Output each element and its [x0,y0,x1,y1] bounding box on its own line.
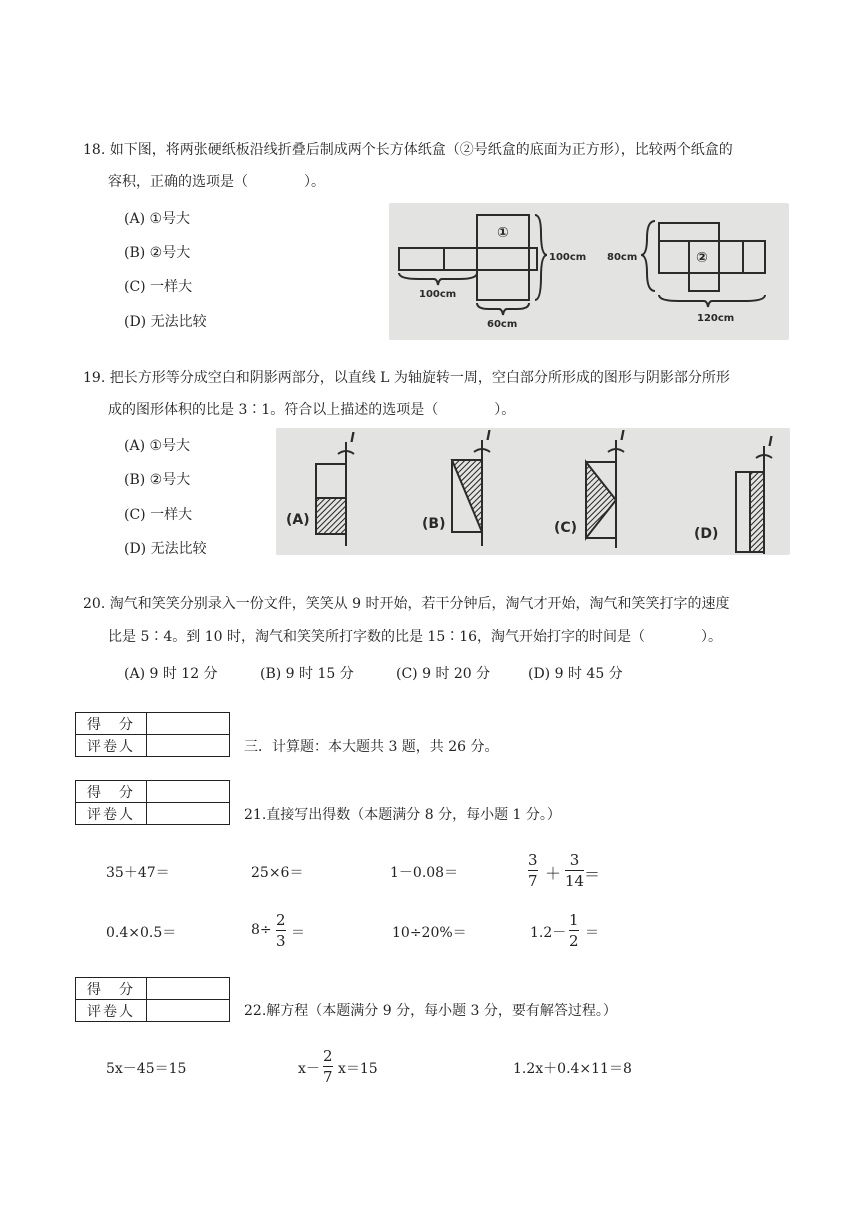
q20-line2: 比是 5∶4。到 10 时，淘气和笑笑所打字数的比是 15∶16，淘气开始打字的时间是（ ）。 [108,629,723,645]
q22-title: 22.解方程（本题满分 9 分，每小题 3 分，要有解答过程。） [244,1003,617,1019]
axis-label-b: l [486,429,491,444]
q22-eq-2-pre: x－ [298,1061,320,1077]
q20-option-a[interactable]: (A) 9 时 12 分 [124,666,218,682]
q18-line2: 容积，正确的选项是（ ）。 [108,174,325,190]
numerator: 3 [528,851,538,869]
q20-option-d[interactable]: (D) 9 时 45 分 [528,666,623,682]
len-100-side: 100cm [549,252,587,263]
numerator: 1 [569,911,579,929]
q21-expr-4-frac1 [528,851,538,890]
score-table-q22 [75,977,230,1022]
len-80: 80cm [607,252,638,263]
grader-label: 评卷人 [76,803,147,825]
q21-expr-6-eq: ＝ [291,925,305,941]
q20-option-c[interactable]: (C) 9 时 20 分 [396,666,491,682]
q19-line2: 成的图形体积的比是 3∶1。符合以上描述的选项是（ ）。 [108,402,516,418]
q20-option-b[interactable]: (B) 9 时 15 分 [260,666,354,682]
numerator: 2 [323,1047,333,1065]
q21-expr-4-op: ＋ [545,864,562,883]
q21-title: 21.直接写出得数（本题满分 8 分，每小题 1 分。） [244,807,561,823]
q22-eq-2-frac [323,1047,333,1086]
q21-expr-8-eq: ＝ [585,925,599,941]
q21-expr-3: 1－0.08＝ [390,865,459,881]
q21-expr-4-eq: ＝ [584,865,601,884]
axis-label-d: l [768,435,773,450]
grader-cell[interactable] [147,735,230,757]
q18-figure-photo [389,203,789,340]
score-label: 得 分 [76,713,147,735]
q18-box-nets-diagram [389,203,789,340]
q21-expr-1: 35＋47＝ [106,865,170,881]
q18-option-a[interactable]: (A) ①号大 [124,211,191,227]
score-table-q21 [75,780,230,825]
q19-line1: 19. 把长方形等分成空白和阴影两部分，以直线 L 为轴旋转一周，空白部分所形成的图形与阴影部分所形 [83,370,730,386]
q19-option-b[interactable]: (B) ②号大 [124,472,191,488]
q18-option-b[interactable]: (B) ②号大 [124,245,191,261]
score-label: 得 分 [76,978,147,1000]
q19-option-c[interactable]: (C) 一样大 [124,507,193,523]
q21-expr-2: 25×6＝ [251,865,304,881]
q18-line1: 18. 如下图，将两张硬纸板沿线折叠后制成两个长方体纸盒（②号纸盒的底面为正方形），比较两个纸盒的 [83,142,733,158]
denominator: 14 [565,872,585,890]
q21-expr-8-frac [569,911,579,950]
q18-option-d[interactable]: (D) 无法比较 [124,314,207,330]
q20-line1: 20. 淘气和笑笑分别录入一份文件，笑笑从 9 时开始，若干分钟后，淘气才开始，淘气和笑笑打字的速度 [83,596,730,612]
fig-label-c: (C) [554,520,578,536]
score-label: 得 分 [76,781,147,803]
q22-eq-2-post: x＝15 [338,1061,378,1077]
score-table-section3 [75,712,230,757]
q19-option-a[interactable]: (A) ①号大 [124,438,191,454]
q21-expr-6-frac [276,911,286,950]
len-100-bottom: 100cm [419,289,457,300]
denominator: 3 [276,932,286,950]
q22-eq-1: 5x－45＝15 [106,1061,187,1077]
score-cell[interactable] [147,713,230,735]
box2-label: ② [696,250,708,266]
axis-label-a: l [350,431,355,446]
q19-option-d[interactable]: (D) 无法比较 [124,541,207,557]
grader-label: 评卷人 [76,735,147,757]
fig-label-a: (A) [286,512,310,528]
q21-expr-8-pre: 1.2－ [530,925,567,941]
denominator: 7 [323,1068,333,1086]
len-120: 120cm [697,313,735,324]
section3-heading: 三．计算题：本大题共 3 题，共 26 分。 [244,739,499,755]
q21-expr-4-frac2 [565,851,584,890]
box1-label: ① [497,225,509,241]
q19-figure-photo [276,428,790,555]
len-60: 60cm [487,319,518,330]
score-cell[interactable] [147,781,230,803]
q21-expr-7: 10÷20%＝ [392,925,467,941]
q18-option-c[interactable]: (C) 一样大 [124,279,193,295]
fig-label-b: (B) [422,516,446,532]
grader-label: 评卷人 [76,1000,147,1022]
axis-label-c: l [620,429,625,444]
denominator: 2 [569,932,579,950]
grader-cell[interactable] [147,803,230,825]
q21-expr-5: 0.4×0.5＝ [106,925,177,941]
score-cell[interactable] [147,978,230,1000]
q22-eq-3: 1.2x＋0.4×11＝8 [513,1061,632,1077]
numerator: 3 [569,851,580,869]
fig-label-d: (D) [694,526,719,542]
denominator: 7 [528,872,538,890]
numerator: 2 [276,911,286,929]
grader-cell[interactable] [147,1000,230,1022]
q21-expr-6-pre: 8÷ [251,922,272,938]
q19-rotation-diagram [276,428,790,555]
